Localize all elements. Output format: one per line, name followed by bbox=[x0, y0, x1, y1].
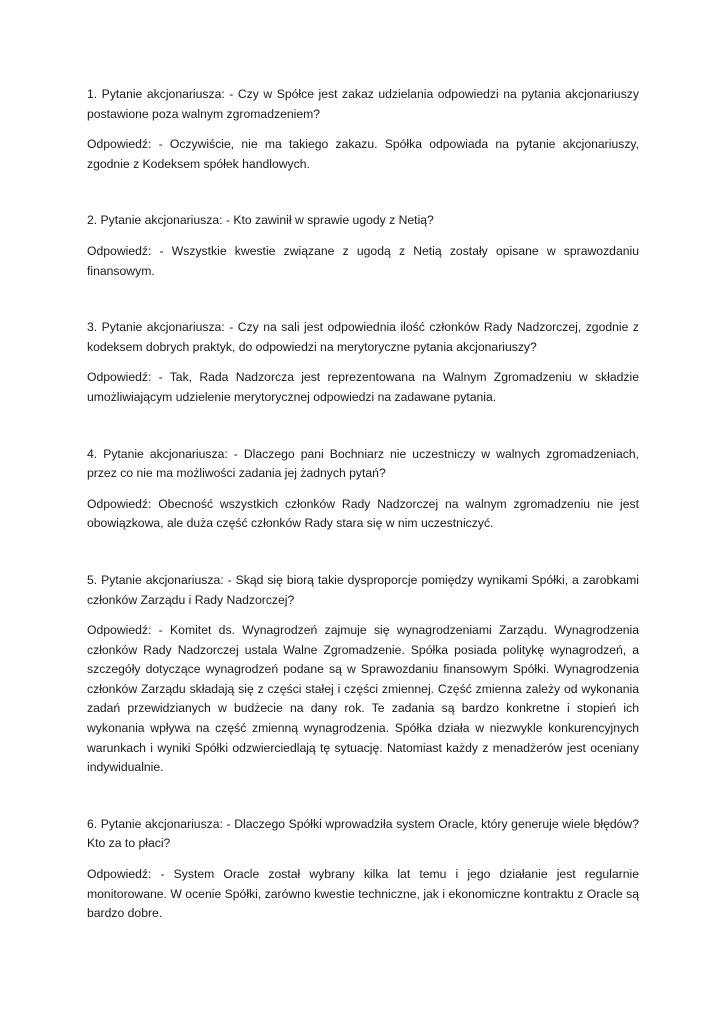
question-text: 4. Pytanie akcjonariusza: - Dlaczego pani Bochniarz nie uczestniczy w walnych zgromadzeniach, przez co nie ma możliwości zadania jej żadnych pytań? bbox=[87, 446, 639, 481]
answer-text: Odpowiedź: Obecność wszystkich członków Rady Nadzorczej na walnym zgromadzeniu nie jest obowiązkowa, ale duża część członków Rady stara się w nim uczestniczyć. bbox=[87, 496, 639, 531]
answer-text: Odpowiedź: - Wszystkie kwestie związane z ugodą z Netią zostały opisane w sprawozdaniu finansowym. bbox=[87, 243, 639, 278]
question-text: 5. Pytanie akcjonariusza: - Skąd się biorą takie dysproporcje pomiędzy wynikami Spółki, a zarobkami członków Zarządu i Rady Nadzorczej? bbox=[87, 572, 639, 607]
question-text: 1. Pytanie akcjonariusza: - Czy w Spółce jest zakaz udzielania odpowiedzi na pytania akcjonariuszy postawione poza walnym zgromadzeniem? bbox=[87, 87, 639, 121]
answer-text: Odpowiedź: - Oczywiście, nie ma takiego zakazu. Spółka odpowiada na pytanie akcjonariuszy, zgodnie z Kodeksem spółek handlowych. bbox=[87, 137, 639, 171]
answer-text: Odpowiedź: - Komitet ds. Wynagrodzeń zajmuje się wynagrodzeniami Zarządu. Wynagrodzenia członków Rady Nadzorczej ustala Walne Zgromadzenie. Spółka posiada politykę wynagrodzeń, a szczegóły dotyczące wynagrodzeń podane są w Sprawozdaniu finansowym Spółki. Wynagrodzenia członków Zarządu składają się z części stałej i części zmiennej. Część zmienna zależy od wykonania zadań przewidzianych w budżecie na dany rok. Te zadania są bardzo konkretne i stopień ich wykonania wpływa na część zmienną wynagrodzenia. Spółka działa w niezwykle konkurencyjnych warunkach i wyniki Spółki odzwierciedlają tę sytuację. Natomiast każdy z menadżerów jest oceniany indywidualnie. bbox=[87, 623, 639, 775]
document-page bbox=[87, 85, 639, 924]
question-text: 6. Pytanie akcjonariusza: - Dlaczego Spółki wprowadziła system Oracle, który generuje wiele błędów? Kto za to płaci? bbox=[87, 816, 639, 851]
answer-text: Odpowiedź: - System Oracle został wybrany kilka lat temu i jego działanie jest regularnie monitorowane. W ocenie Spółki, zarówno kwestie techniczne, jak i ekonomiczne kontraktu z Oracle są bardzo dobre. bbox=[87, 867, 639, 921]
qa-item-5 bbox=[87, 571, 639, 778]
qa-item-4 bbox=[87, 445, 639, 534]
question-text: 2. Pytanie akcjonariusza: - Kto zawinił w sprawie ugody z Netią? bbox=[87, 213, 434, 228]
qa-item-2 bbox=[87, 211, 639, 281]
answer-text: Odpowiedź: - Tak, Rada Nadzorcza jest reprezentowana na Walnym Zgromadzeniu w składzie umożliwiającym udzielenie merytorycznej odpowiedzi na zadawane pytania. bbox=[87, 370, 639, 404]
question-text: 3. Pytanie akcjonariusza: - Czy na sali jest odpowiednia ilość członków Rady Nadzorczej, zgodnie z kodeksem dobrych praktyk, do odpowiedzi na merytoryczne pytania akcjonariuszy? bbox=[87, 320, 639, 354]
qa-item-6 bbox=[87, 815, 639, 924]
qa-item-3 bbox=[87, 318, 639, 407]
qa-item-1 bbox=[87, 85, 639, 174]
